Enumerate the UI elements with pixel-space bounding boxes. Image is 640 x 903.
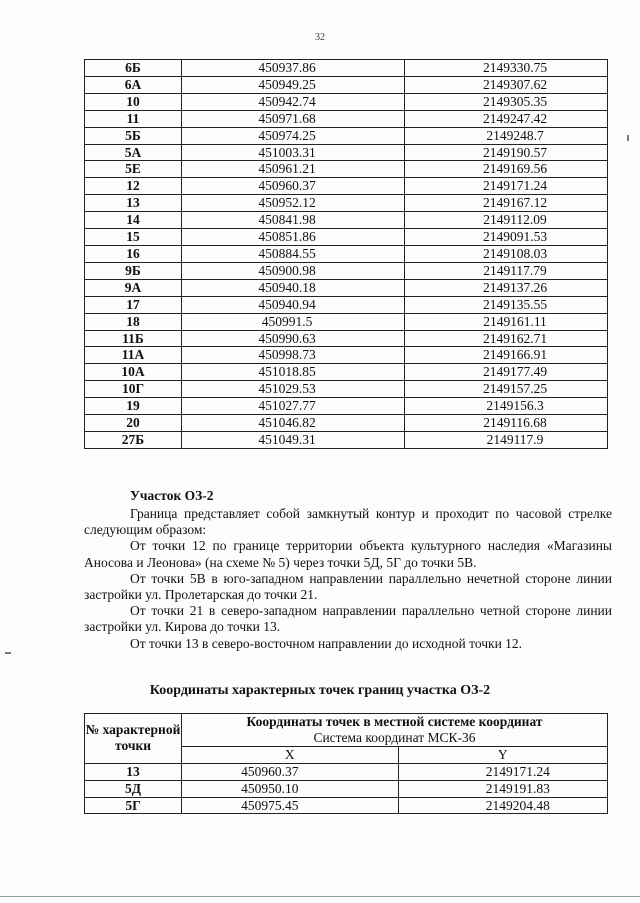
point-number-cell: 27Б xyxy=(85,431,182,448)
table-row xyxy=(85,330,608,347)
point-number-cell: 14 xyxy=(85,212,182,229)
table-row xyxy=(85,144,608,161)
x-coordinate-cell: 451029.53 xyxy=(182,381,405,398)
point-number-cell: 17 xyxy=(85,296,182,313)
y-coordinate-cell: 2149108.03 xyxy=(405,245,608,262)
section-heading: Участок ОЗ-2 xyxy=(130,488,214,503)
paragraph: Граница представляет собой замкнутый контур и проходит по часовой стрелке следующим образом: xyxy=(84,506,612,538)
x-coordinate-cell: 450974.25 xyxy=(182,127,405,144)
x-coordinate-cell: 450998.73 xyxy=(182,347,405,364)
paragraph: От точки 13 в северо-восточном направлении до исходной точки 12. xyxy=(130,635,523,651)
point-number-cell: 11 xyxy=(85,110,182,127)
paragraph: От точки 5В в юго-западном направлении параллельно нечетной стороне линии застройки ул. Пролетарская до точки 21. xyxy=(84,570,612,603)
x-coordinate-cell: 451049.31 xyxy=(182,431,405,448)
y-coordinate-cell: 2149305.35 xyxy=(405,93,608,110)
y-coordinate-cell: 2149166.91 xyxy=(405,347,608,364)
header-coordinate-system: Система координат МСК-36 xyxy=(313,729,476,745)
y-coordinate-cell: 2149177.49 xyxy=(405,364,608,381)
paragraph: От точки 21 в северо-западном направлении параллельно четной стороне линии застройки ул. Кирова до точки 13. xyxy=(84,603,612,635)
y-coordinate-cell: 2149091.53 xyxy=(405,229,608,246)
y-coordinate-cell: 2149116.68 xyxy=(405,415,608,432)
y-coordinate-cell: 2149190.57 xyxy=(405,144,608,161)
y-coordinate-cell: 2149117.79 xyxy=(405,262,608,279)
x-coordinate-cell: 451027.77 xyxy=(182,398,405,415)
y-coordinate-cell: 2149171.24 xyxy=(398,763,607,780)
table-row xyxy=(85,212,608,229)
y-coordinate-cell: 2149169.56 xyxy=(405,161,608,178)
y-coordinate-cell: 2149248.7 xyxy=(405,127,608,144)
x-coordinate-cell: 451018.85 xyxy=(182,364,405,381)
table-row xyxy=(85,279,608,296)
table-row xyxy=(85,178,608,195)
y-coordinate-cell: 2149307.62 xyxy=(405,76,608,93)
table-row xyxy=(85,195,608,212)
x-coordinate-cell: 450961.21 xyxy=(182,161,405,178)
point-number-cell: 13 xyxy=(85,195,182,212)
table-row xyxy=(85,60,608,77)
table-row xyxy=(85,296,608,313)
x-coordinate-cell: 450990.63 xyxy=(182,330,405,347)
coordinates-table-oz2 xyxy=(84,713,608,814)
page-number: 32 xyxy=(315,32,325,43)
y-coordinate-cell: 2149117.9 xyxy=(405,431,608,448)
point-number-cell: 19 xyxy=(85,398,182,415)
header-x: X xyxy=(182,746,399,763)
x-coordinate-cell: 450991.5 xyxy=(182,313,405,330)
point-number-cell: 5Е xyxy=(85,161,182,178)
table-row xyxy=(85,313,608,330)
x-coordinate-cell: 450940.94 xyxy=(182,296,405,313)
point-number-cell: 5Д xyxy=(85,780,182,797)
y-coordinate-cell: 2149137.26 xyxy=(405,279,608,296)
y-coordinate-cell: 2149156.3 xyxy=(405,398,608,415)
table-row xyxy=(85,127,608,144)
y-coordinate-cell: 2149112.09 xyxy=(405,212,608,229)
x-coordinate-cell: 451046.82 xyxy=(182,415,405,432)
coordinates-heading: Координаты характерных точек границ участка ОЗ-2 xyxy=(149,683,491,698)
table-row xyxy=(85,347,608,364)
point-number-cell: 16 xyxy=(85,245,182,262)
point-number-cell: 12 xyxy=(85,178,182,195)
table-row xyxy=(85,262,608,279)
x-coordinate-cell: 450937.86 xyxy=(182,60,405,77)
paragraph: От точки 12 по границе территории объекта культурного наследия «Магазины Аносова и Леонова» (на схеме № 5) через точки 5Д, 5Г до точки 5В. xyxy=(84,538,612,570)
table-row xyxy=(85,245,608,262)
header-coordinates-title: Координаты точек в местной системе координат xyxy=(246,714,543,729)
table-row xyxy=(85,780,608,797)
scan-speck xyxy=(627,135,629,141)
table-row xyxy=(85,364,608,381)
point-number-cell: 6А xyxy=(85,76,182,93)
x-coordinate-cell: 450975.45 xyxy=(182,797,399,814)
point-number-cell: 11А xyxy=(85,347,182,364)
table-row xyxy=(85,161,608,178)
x-coordinate-cell: 450851.86 xyxy=(182,229,405,246)
y-coordinate-cell: 2149171.24 xyxy=(405,178,608,195)
x-coordinate-cell: 450950.10 xyxy=(182,780,399,797)
point-number-cell: 10А xyxy=(85,364,182,381)
y-coordinate-cell: 2149162.71 xyxy=(405,330,608,347)
header-point-number: № характерной точки xyxy=(85,714,182,764)
x-coordinate-cell: 450942.74 xyxy=(182,93,405,110)
header-y: Y xyxy=(398,746,607,763)
table-row xyxy=(85,93,608,110)
table-row xyxy=(85,76,608,93)
point-number-cell: 10Г xyxy=(85,381,182,398)
table-row xyxy=(85,381,608,398)
y-coordinate-cell: 2149167.12 xyxy=(405,195,608,212)
y-coordinate-cell: 2149247.42 xyxy=(405,110,608,127)
page-bottom-edge xyxy=(0,896,640,897)
table-row xyxy=(85,431,608,448)
point-number-cell: 5А xyxy=(85,144,182,161)
x-coordinate-cell: 450841.98 xyxy=(182,212,405,229)
table-row xyxy=(85,797,608,814)
x-coordinate-cell: 450900.98 xyxy=(182,262,405,279)
point-number-cell: 5Б xyxy=(85,127,182,144)
coordinates-table-continued xyxy=(84,59,608,449)
x-coordinate-cell: 450940.18 xyxy=(182,279,405,296)
coordinates-table-body xyxy=(85,763,608,814)
point-number-cell: 13 xyxy=(85,763,182,780)
table-row xyxy=(85,763,608,780)
x-coordinate-cell: 450971.68 xyxy=(182,110,405,127)
table-row xyxy=(85,229,608,246)
x-coordinate-cell: 450960.37 xyxy=(182,763,399,780)
y-coordinate-cell: 2149191.83 xyxy=(398,780,607,797)
section-description xyxy=(84,506,612,652)
header-coordinates xyxy=(182,714,608,747)
point-number-cell: 9А xyxy=(85,279,182,296)
point-number-cell: 18 xyxy=(85,313,182,330)
point-number-cell: 15 xyxy=(85,229,182,246)
point-number-cell: 20 xyxy=(85,415,182,432)
table-row xyxy=(85,398,608,415)
point-number-cell: 6Б xyxy=(85,60,182,77)
x-coordinate-cell: 450949.25 xyxy=(182,76,405,93)
table-row xyxy=(85,415,608,432)
y-coordinate-cell: 2149330.75 xyxy=(405,60,608,77)
point-number-cell: 10 xyxy=(85,93,182,110)
point-number-cell: 11Б xyxy=(85,330,182,347)
point-number-cell: 5Г xyxy=(85,797,182,814)
y-coordinate-cell: 2149204.48 xyxy=(398,797,607,814)
y-coordinate-cell: 2149161.11 xyxy=(405,313,608,330)
point-number-cell: 9Б xyxy=(85,262,182,279)
table-row xyxy=(85,110,608,127)
scan-speck xyxy=(5,652,11,654)
y-coordinate-cell: 2149157.25 xyxy=(405,381,608,398)
y-coordinate-cell: 2149135.55 xyxy=(405,296,608,313)
x-coordinate-cell: 450960.37 xyxy=(182,178,405,195)
coordinates-table-body xyxy=(85,60,608,449)
x-coordinate-cell: 451003.31 xyxy=(182,144,405,161)
x-coordinate-cell: 450952.12 xyxy=(182,195,405,212)
x-coordinate-cell: 450884.55 xyxy=(182,245,405,262)
